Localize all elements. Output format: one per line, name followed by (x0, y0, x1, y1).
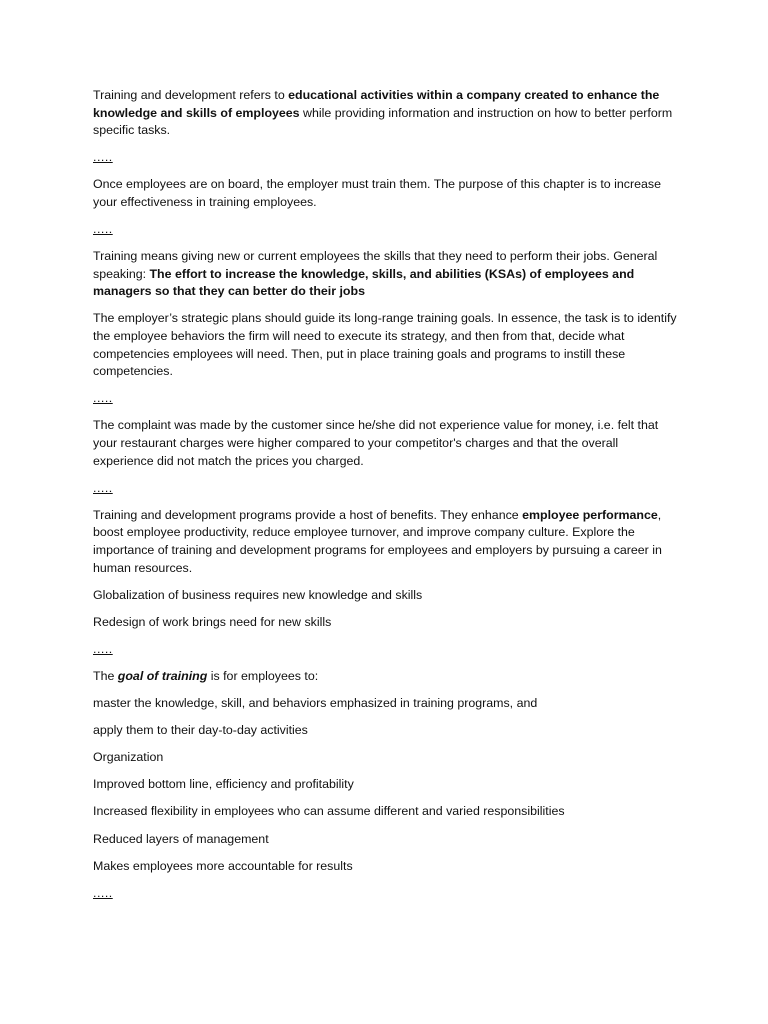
paragraph-redesign: Redesign of work brings need for new skills (93, 614, 332, 629)
bold-phrase: employee performance (522, 507, 658, 522)
paragraph-training-means: Training means giving new or current employees the skills that they need to perform their jobs. General speaking: The effort to increase the knowledge, skills, and abilities (KSAs) of employees and managers so that they can better do their jobs (93, 249, 658, 299)
paragraph-master: master the knowledge, skill, and behaviors emphasized in training programs, and (93, 696, 538, 711)
paragraph-definition: Training and development refers to educational activities within a company created to enhance the knowledge and skills of employees while providing information and instruction on how to better perform specific tasks. (93, 88, 673, 138)
bold-italic-phrase: goal of training (117, 668, 208, 683)
document-page (93, 87, 678, 912)
paragraph-flexibility: Increased flexibility in employees who can assume different and varied responsibilities (93, 804, 565, 819)
paragraph-strategic-plans: The employer’s strategic plans should guide its long-range training goals. In essence, the task is to identify the employee behaviors the firm will need to execute its strategy, and then from that, decide what competencies employees will need. Then, put in place training goals and programs to instill these competencies. (93, 311, 677, 379)
section-separator: ..... (93, 222, 113, 237)
paragraph-apply: apply them to their day-to-day activities (93, 723, 308, 738)
paragraph-globalization: Globalization of business requires new knowledge and skills (93, 587, 423, 602)
paragraph-goal: The goal of training is for employees to: (93, 668, 319, 683)
section-separator: ..... (93, 391, 113, 406)
paragraph-layers: Reduced layers of management (93, 831, 269, 846)
paragraph-accountable: Makes employees more accountable for results (93, 858, 353, 873)
section-separator: ..... (93, 885, 113, 900)
paragraph-organization: Organization (93, 750, 164, 765)
section-separator: ..... (93, 641, 113, 656)
paragraph-benefits: Training and development programs provide a host of benefits. They enhance employee performance, boost employee productivity, reduce employee turnover, and improve company culture. Explore the importance of training and development programs for employees and employers by pursuing a career in human resources. (93, 507, 662, 575)
bold-phrase: The effort to increase the knowledge, skills, and abilities (KSAs) of employees and managers so that they can better do their jobs (93, 266, 635, 299)
bold-phrase: educational activities within a company created to enhance the knowledge and skills of employees (93, 88, 660, 120)
section-separator: ..... (93, 480, 113, 495)
section-separator: ..... (93, 150, 113, 165)
paragraph-complaint: The complaint was made by the customer since he/she did not experience value for money, i.e. felt that your restaurant charges were higher compared to your competitor's charges and that the overall experience did not match the prices you charged. (93, 418, 659, 468)
paragraph-bottom-line: Improved bottom line, efficiency and profitability (93, 777, 354, 792)
paragraph-onboarding: Once employees are on board, the employer must train them. The purpose of this chapter is to increase your effectiveness in training employees. (93, 177, 661, 209)
